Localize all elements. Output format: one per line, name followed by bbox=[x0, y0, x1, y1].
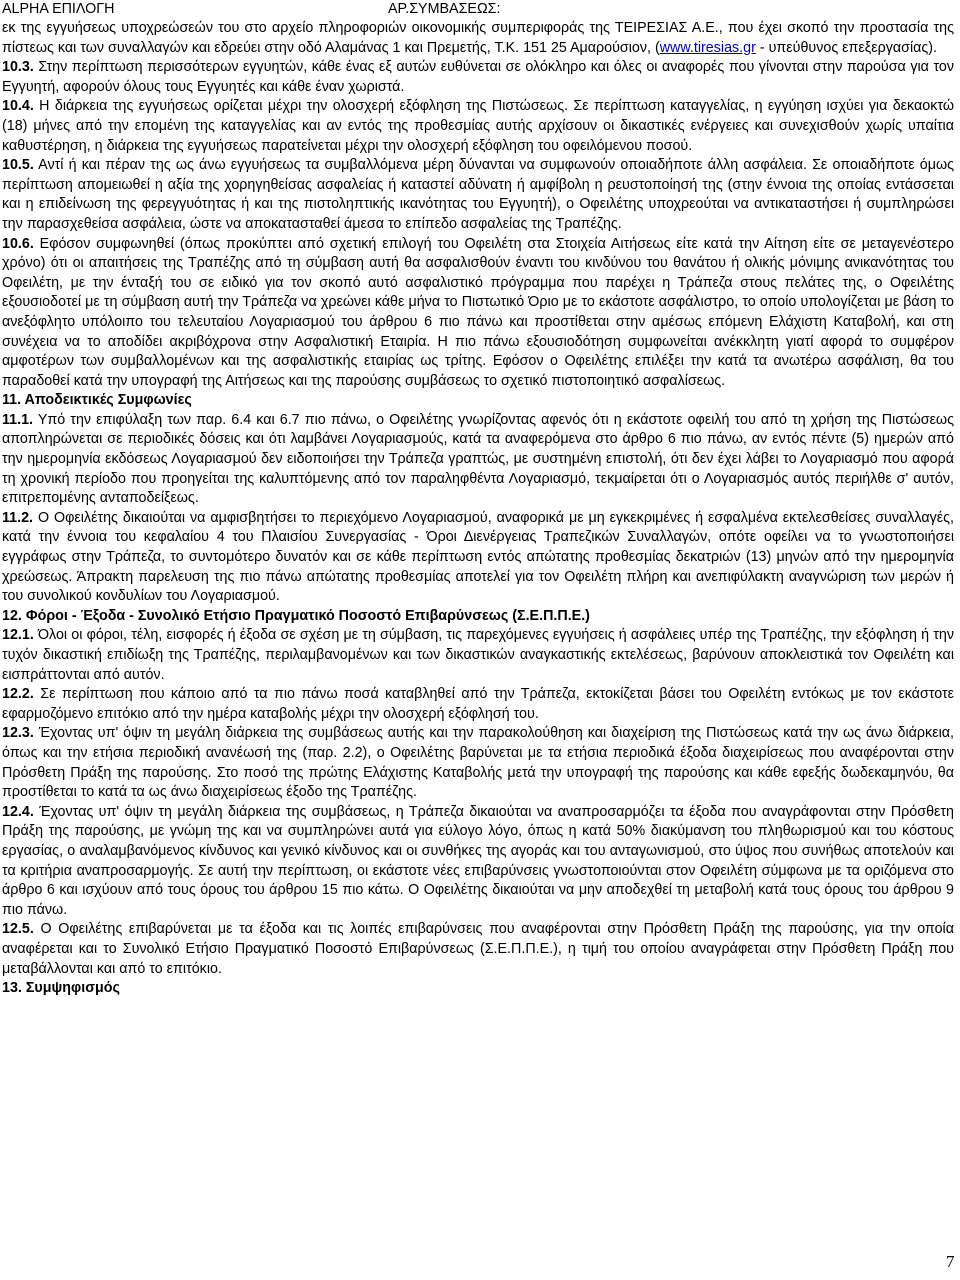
paragraph-12-5 bbox=[2, 920, 954, 979]
paragraph-text: Έχοντας υπ' όψιν τη μεγάλη διάρκεια της συμβάσεως αυτής και την παρακολούθηση και διαχείριση της Πιστώσεως κατά την ως άνω διάρκεια, όπως και την ετήσια περιοδική ανανέωσή της (παρ. 2.2), ο Οφειλέτης βαρύνεται με τα ετήσια περιοδικά έξοδα διαχειρίσεως που αναφέρονται στην Πρόσθετη Πράξη της παρούσης. Στο ποσό της πρώτης Ελάχιστης Καταβολής μετά την υπογραφή της παρούσης και κάθε εφεξής δωδεκαμηνόυ, θα προστίθεται το κατά τα ως άνω διαχειρίσεως έξοδο της Τραπέζης. bbox=[2, 725, 954, 801]
intro-text-end: - υπεύθυνος επεξεργασίας). bbox=[755, 39, 938, 56]
paragraph-number: 11.2. bbox=[2, 509, 34, 526]
header-left-label: ALPHA ΕΠΙΛΟΓΗ bbox=[2, 1, 115, 17]
document-body bbox=[2, 19, 954, 999]
paragraph-text: Στην περίπτωση περισσότερων εγγυητών, κάθε ένας εξ αυτών ευθύνεται σε ολόκληρο και όλες οι αναφορές που γίνονται στην παρούσα για τον Εγγυητή, αφορούν όλους τους Εγγυητές και κάθε έναν χωριστά. bbox=[2, 59, 954, 95]
paragraph-text: Αντί ή και πέραν της ως άνω εγγυήσεως τα συμβαλλόμενα μέρη δύνανται να συμφωνούν οποιαδήποτε άλλη ασφάλεια. Σε οποιαδήποτε όμως περίπτωση απομειωθεί η αξία της χορηγηθείσας ασφαλείας ή καταστεί αδύνατη ή αμφίβολη η ρευστοποίησή της (στην έννοια της οποίας εντάσσεται και η επιδείνωση της φερεγγυότητας ή και της πιστοληπτικής ικανότητας του Εγγυητή), ο Οφειλέτης υποχρεούται να αντικαταστήσει ή συμπληρώσει την παρασχεθείσα ασφάλεια, ώστε να αποκατασταθεί άμεσα το επίπεδο ασφαλείας της Τραπέζης. bbox=[2, 157, 954, 232]
paragraph-text: Έχοντας υπ' όψιν τη μεγάλη διάρκεια της συμβάσεως, η Τράπεζα δικαιούται να αναπροσαρμόζει τα έξοδα που αναγράφονται στην Πρόσθετη Πράξη της παρούσης, με γνώμη της και να συμπληρώνει αυτά για εύλογο λόγο, όπως η κατά 50% διακύμανση του πληθωρισμού και του κόστους εργασίας, ο αναλαμβανόμενος κίνδυνος και γενικό κίνδυνος και οι συνθήκες της αγοράς και του ανταγωνισμού, στο ύψος που συνήθως αποτελούν και τα κριτήρια αναπροσαρμογής. Σε αυτή την περίπτωση, οι εκάστοτε νέες επιβαρύνσεις γνωστοποιούνται στον Οφειλέτη σύμφωνα με τα οριζόμενα στο άρθρο 6 και ισχύουν από τους όρους του άρθρου 15 πιο κάτω. Ο Οφειλέτης δικαιούται να μην αποδεχθεί τη μεταβολή κατά τους όρους του άρθρου 9 πιο πάνω. bbox=[2, 803, 954, 918]
header-contract-number-label: ΑΡ.ΣΥΜΒΑΣΕΩΣ: bbox=[388, 1, 501, 17]
paragraph-text: Όλοι οι φόροι, τέλη, εισφορές ή έξοδα σε σχέση με τη σύμβαση, τις παρεχόμενες εγγυήσεις ή ασφάλειες υπέρ της Τραπέζης, την εξόφληση ή την τυχόν δικαστική επιδίωξη της Τραπέζης, περιλαμβανομένων και των δικαστικών αναγκαστικής εκτελέσεως, βαρύνουν αποκλειστικά τον Οφειλέτη και εισπράττονται από αυτόν. bbox=[2, 627, 954, 683]
page-number: 7 bbox=[946, 1252, 955, 1271]
paragraph-10-6 bbox=[2, 235, 954, 392]
paragraph-number: 11.1. bbox=[2, 411, 34, 428]
paragraph-10-5 bbox=[2, 156, 954, 234]
paragraph-number: 10.5. bbox=[2, 157, 34, 174]
paragraph-12-4 bbox=[2, 803, 954, 921]
paragraph-number: 12.3. bbox=[2, 725, 34, 742]
page-header bbox=[2, 0, 952, 19]
paragraph-text: Σε περίπτωση που κάποιο από τα πιο πάνω ποσά καταβληθεί από την Τράπεζα, εκτοκίζεται βάσει του Οφειλέτη εντόκως με τον εκάστοτε εφαρμοζόμενο επιτόκιο από την ημέρα καταβολής μέχρι την ολοσχερή εξόφλησή του. bbox=[2, 686, 954, 722]
tiresias-link[interactable]: www.tiresias.gr bbox=[659, 39, 756, 56]
paragraph-number: 12.4. bbox=[2, 803, 34, 820]
paragraph-number: 12.2. bbox=[2, 686, 34, 703]
intro-paragraph bbox=[2, 19, 954, 58]
paragraph-number: 10.3. bbox=[2, 59, 34, 76]
paragraph-number: 10.4. bbox=[2, 98, 34, 115]
paragraph-text: Ο Οφειλέτης επιβαρύνεται με τα έξοδα και τις λοιπές επιβαρύνσεις που αναφέρονται στην Πρόσθετη Πράξη της παρούσης, για την οποία αναφέρεται και το Συνολικό Ετήσιο Πραγματικό Ποσοστό Επιβαρύνσεως (Σ.Ε.Π.Π.Ε.), η τιμή του οποίου αναγράφεται στην Πρόσθετη Πράξη που μεταβάλλονται και από το επιτόκιο. bbox=[2, 921, 954, 977]
section-11-heading: 11. Αποδεικτικές Συμφωνίες bbox=[2, 392, 192, 409]
paragraph-number: 10.6. bbox=[2, 235, 34, 252]
paragraph-11-1 bbox=[2, 411, 954, 509]
section-13-heading: 13. Συμψηφισμός bbox=[2, 980, 120, 997]
paragraph-12-1 bbox=[2, 626, 954, 685]
section-12-heading: 12. Φόροι - Έξοδα - Συνολικό Ετήσιο Πραγματικό Ποσοστό Επιβαρύνσεως (Σ.Ε.Π.Π.Ε.) bbox=[2, 607, 590, 624]
paragraph-text: Υπό την επιφύλαξη των παρ. 6.4 και 6.7 πιο πάνω, ο Οφειλέτης γνωρίζοντας αφενός ότι η εκάστοτε οφειλή του από τη χρήση της Πιστώσεως αποπληρώνεται σε περιοδικές δόσεις και ότι λαμβάνει Λογαριασμούς, κατά τα αναφερόμενα στο άρθρο 6 πιο πάνω, αν εντός πέντε (5) ημερών από την ημερομηνία εκδόσεως Λογαριασμού δεν ειδοποιήσει την Τράπεζα γραπτώς, με συστημένη επιστολή, ότι δεν έχει λάβει το Λογαριασμό που αφορά τη χρονική περίοδο που προηγείται της καλυπτόμενης από τον παραληφθέντα Λογαριασμό, τεκμαίρεται ότι ο Λογαριασμός αυτός περιήλθε σ' αυτόν, επιτρεπομένης ανταποδείξεως. bbox=[2, 411, 954, 507]
paragraph-text: Η διάρκεια της εγγυήσεως ορίζεται μέχρι την ολοσχερή εξόφληση της Πιστώσεως. Σε περίπτωση καταγγελίας, η εγγύηση ισχύει για δεκαοκτώ (18) μήνες από την επομένη της καταγγελίας και αν εντός της προθεσμίας αυτής αρχίσουν οι δικαστικές ενέργειες και συνεχισθούν χωρίς υπαίτια καθυστέρηση, η διάρκεια της εγγυήσεως παρατείνεται μέχρι την ολοσχερή εξόφληση του οφειλόμενου ποσού. bbox=[2, 98, 954, 154]
paragraph-10-3 bbox=[2, 58, 954, 97]
paragraph-number: 12.1. bbox=[2, 627, 34, 644]
paragraph-11-2 bbox=[2, 509, 954, 607]
paragraph-text: Ο Οφειλέτης δικαιούται να αμφισβητήσει το περιεχόμενο Λογαριασμού, αναφορικά με μη εγκεκριμένες ή εσφαλμένα εκτελεσθείσες συναλλαγές, κατά την έννοια του κεφαλαίου 4 του Πλαισίου Συνεργασίας - Όροι Διενέργειας Τραπεζικών Συναλλαγών, οπότε οφείλει να το γνωστοποιήσει εγγράφως στην Τράπεζα, το συντομότερο δυνατόν και σε κάθε περίπτωση εντός απώτατης προθεσμίας δεκατριών (13) μηνών από την ημερομηνία χρεώσεως. Άπρακτη παρελευση της πιο πάνω απώτατης προθεσμίας αποτελεί για τον Οφειλέτη πλήρη και ανεπιφύλακτη αναγνώριση των μερών ή του συνολικού κονδυλίων του Λογαριασμού. bbox=[2, 509, 954, 605]
paragraph-number: 12.5. bbox=[2, 921, 34, 938]
paragraph-12-3 bbox=[2, 724, 954, 802]
intro-text: εκ της εγγυήσεως υποχρεώσεών του στο αρχείο πληροφοριών οικονομικής συμπεριφοράς της ΤΕΙΡΕΣΙΑΣ Α.Ε., που έχει σκοπό την προστασία της πίστεως και των συναλλαγών και εδρεύει στην οδό Αλαμάνας 1 και Πρεμετής, Τ.Κ. 151 25 Αμαρούσιον, ( bbox=[2, 20, 954, 56]
paragraph-10-4 bbox=[2, 97, 954, 156]
paragraph-12-2 bbox=[2, 685, 954, 724]
paragraph-text: Εφόσον συμφωνηθεί (όπως προκύπτει από σχετική επιλογή του Οφειλέτη στα Στοιχεία Αιτήσεως είτε κατά την Αίτηση είτε σε μεταγενέστερο χρόνο) ότι οι απαιτήσεις της Τραπέζης από τη σύμβαση αυτή θα ασφαλισθούν έναντι του κινδύνου του θανάτου ή ολικής μόνιμης ανικανότητας του Οφειλέτη, με την ένταξή του σε ειδικό για τον σκοπό αυτό ασφαλιστικό πρόγραμμα που παρέχει η Τράπεζα στους πελάτες της, ο Οφειλέτης εξουσιοδοτεί με τη σύμβαση αυτή την Τράπεζα να χρεώνει κάθε μήνα το Πιστωτικό Όριο με το εκάστοτε ασφάλιστρο, το οποίο υπολογίζεται με βάση το ανεξόφλητο υπόλοιπο του τελευταίου Λογαριασμού του άρθρου 6 πιο πάνω και προστίθεται στην αμέσως επόμενη Ελάχιστη Καταβολή, και στη συνέχεια να το αποδίδει ακριβόχρονα στην Ασφαλιστική Εταιρία. Η πιο πάνω εξουσιοδότηση συμφωνείται ανέκκλητη γιατί αφορά το συμφέρον αμφοτέρων των συμβαλλομένων και της ασφαλιστικής εταιρίας ως τρίτης. Εφόσον ο Οφειλέτης επιλέξει την κατά τα ανωτέρω ασφάλιση, θα του παραδοθεί κατά την υπογραφή της Αιτήσεως και της παρούσης συμβάσεως το σχετικό πιστοποιητικό ασφαλίσεως. bbox=[2, 235, 954, 389]
